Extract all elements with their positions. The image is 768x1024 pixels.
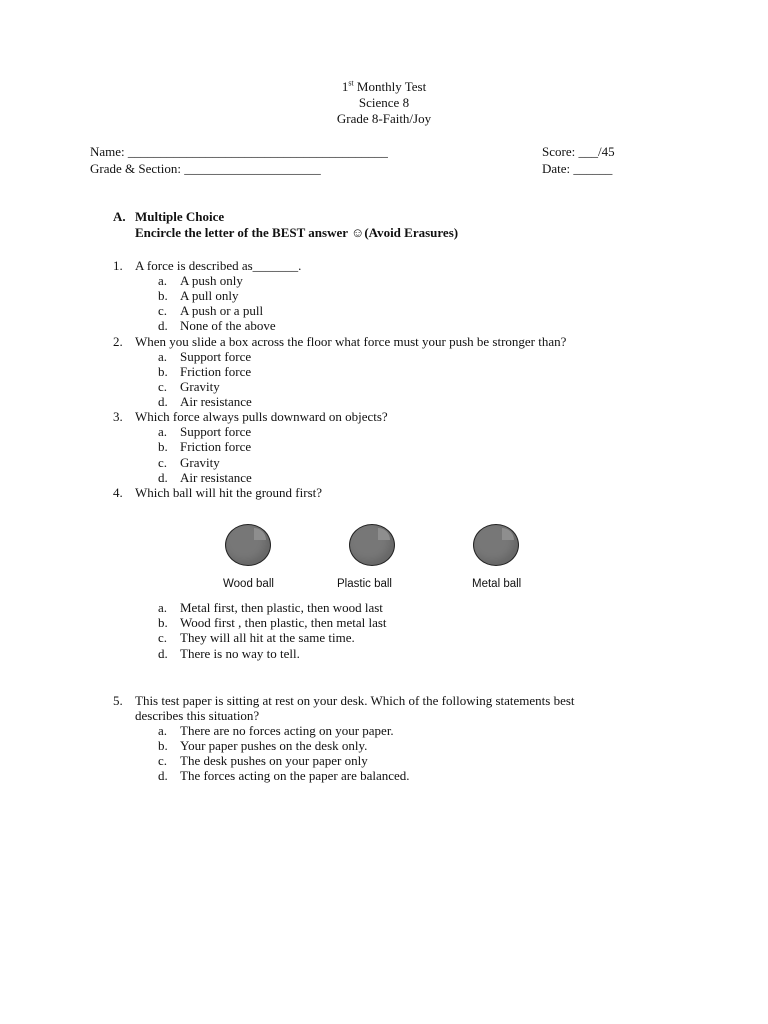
question-number: 2. (113, 334, 123, 349)
question-text-continued: describes this situation? (135, 708, 260, 723)
section-field: Grade & Section: _____________________ (90, 161, 321, 176)
choice-text: There is no way to tell. (180, 646, 300, 661)
choice-text: Metal first, then plastic, then wood last (180, 600, 383, 615)
question-text: This test paper is sitting at rest on your desk. Which of the following statements best (135, 693, 575, 708)
section-instruction: Encircle the letter of the BEST answer ☺(Avoid Erasures) (135, 225, 459, 240)
choice-letter: d. (158, 470, 168, 485)
question-number: 5. (113, 693, 123, 708)
section-title: Multiple Choice (135, 209, 225, 224)
metal-ball-caption: Metal ball (472, 578, 522, 590)
choice-letter: d. (158, 318, 168, 333)
question-number: 1. (113, 258, 123, 273)
choice-letter: b. (158, 288, 168, 303)
metal-ball-image (473, 524, 519, 566)
choice-letter: d. (158, 646, 168, 661)
choice-text: Friction force (180, 364, 252, 379)
question-text: Which force always pulls downward on objects? (135, 409, 388, 424)
choice-text: Wood first , then plastic, then metal last (180, 615, 387, 630)
choice-text: Air resistance (180, 470, 252, 485)
choice-letter: a. (158, 424, 168, 439)
test-title: 1st Monthly Test (341, 78, 427, 94)
choice-letter: c. (158, 753, 168, 768)
section-marker: A. (113, 209, 126, 224)
choice-text: The forces acting on the paper are balanced. (180, 768, 410, 783)
date-field: Date: ______ (542, 161, 613, 176)
choice-text: Support force (180, 349, 252, 364)
choice-text: Gravity (180, 455, 220, 470)
choice-text: The desk pushes on your paper only (180, 753, 368, 768)
choice-letter: a. (158, 723, 168, 738)
subject-title: Science 8 (358, 95, 410, 110)
plastic-ball-image (349, 524, 395, 566)
choice-letter: b. (158, 439, 168, 454)
plastic-ball-caption: Plastic ball (337, 578, 392, 590)
choice-text: A push only (180, 273, 243, 288)
question-text: When you slide a box across the floor what force must your push be stronger than? (135, 334, 567, 349)
wood-ball-image (225, 524, 271, 566)
choice-letter: b. (158, 738, 168, 753)
choice-letter: c. (158, 630, 168, 645)
choice-text: Your paper pushes on the desk only. (180, 738, 368, 753)
choice-text: None of the above (180, 318, 276, 333)
question-number: 3. (113, 409, 123, 424)
choice-letter: c. (158, 455, 168, 470)
name-field: Name: ________________________________________ (90, 144, 388, 159)
choice-letter: d. (158, 394, 168, 409)
choice-letter: c. (158, 303, 168, 318)
choice-letter: a. (158, 600, 168, 615)
grade-title: Grade 8-Faith/Joy (336, 111, 432, 126)
choice-text: Support force (180, 424, 252, 439)
wood-ball-caption: Wood ball (223, 578, 274, 590)
choice-text: A pull only (180, 288, 239, 303)
score-field: Score: ___/45 (542, 144, 615, 159)
choice-text: Gravity (180, 379, 220, 394)
question-text: Which ball will hit the ground first? (135, 485, 323, 500)
question-text: A force is described as_______. (135, 258, 302, 273)
choice-text: A push or a pull (180, 303, 264, 318)
question-number: 4. (113, 485, 123, 500)
choice-text: There are no forces acting on your paper. (180, 723, 394, 738)
choice-text: They will all hit at the same time. (180, 630, 355, 645)
choice-letter: a. (158, 273, 168, 288)
choice-letter: b. (158, 615, 168, 630)
choice-text: Air resistance (180, 394, 252, 409)
choice-letter: c. (158, 379, 168, 394)
choice-text: Friction force (180, 439, 252, 454)
choice-letter: b. (158, 364, 168, 379)
choice-letter: a. (158, 349, 168, 364)
choice-letter: d. (158, 768, 168, 783)
